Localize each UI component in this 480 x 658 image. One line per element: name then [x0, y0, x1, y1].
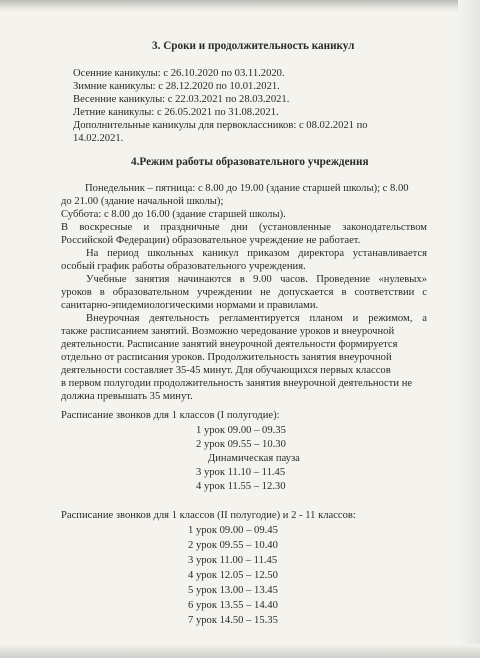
schedule-1-row: 1 урок 09.00 – 09.35 — [196, 425, 286, 436]
schedule-1-row: 2 урок 09.55 – 10.30 — [196, 439, 286, 450]
mode-lessons-cont: уроков в образовательном учреждении не допускается в соответствии с — [61, 287, 427, 298]
mode-saturday: Суббота: с 8.00 до 16.00 (здание старшей школы). — [61, 209, 286, 220]
scan-edge-right — [458, 0, 480, 658]
schedule-2-title: Расписание звонков для 1 классов (II полугодие) и 2 - 11 классов: — [61, 510, 356, 521]
schedule-2-row: 3 урок 11.00 – 11.45 — [188, 555, 278, 566]
scan-edge-bottom — [0, 644, 480, 658]
schedule-2-row: 6 урок 13.55 – 14.40 — [188, 600, 278, 611]
schedule-2-row: 5 урок 13.00 – 13.45 — [188, 585, 278, 596]
mode-extracurricular-3: деятельности. Расписание занятий внеурочной деятельности формируется — [61, 339, 398, 350]
schedule-1-title: Расписание звонков для 1 классов (I полугодие): — [61, 410, 280, 421]
vacation-summer: Летние каникулы: с 26.05.2021 по 31.08.2021. — [73, 107, 279, 118]
mode-holidays-cont: особый график работы образовательного учреждения. — [61, 261, 306, 272]
schedule-2-row: 1 урок 09.00 – 09.45 — [188, 525, 278, 536]
mode-holidays: На период школьных каникул приказом директора устанавливается — [86, 248, 427, 259]
mode-extracurricular-5: деятельности составляет 35-45 минут. Для обучающихся первых классов — [61, 365, 391, 376]
mode-extracurricular-2: также расписанием занятий. Возможно чередование уроков и внеурочной — [61, 326, 395, 337]
vacation-extra: Дополнительные каникулы для первоклассников: с 08.02.2021 по — [73, 120, 368, 131]
mode-extracurricular-7: должна превышать 35 минут. — [61, 391, 193, 402]
mode-extracurricular: Внеурочная деятельность регламентируется планом и режимом, а — [86, 313, 427, 324]
vacation-winter: Зимние каникулы: с 28.12.2020 по 10.01.2021. — [73, 81, 280, 92]
mode-sunday: В воскресные и праздничные дни (установленные законодательством — [61, 222, 427, 233]
schedule-2-row: 7 урок 14.50 – 15.35 — [188, 615, 278, 626]
vacation-spring: Весенние каникулы: с 22.03.2021 по 28.03.2021. — [73, 94, 290, 105]
schedule-2-row: 2 урок 09.55 – 10.40 — [188, 540, 278, 551]
mode-lessons-norms: санитарно-эпидемиологическими нормами и правилами. — [61, 300, 319, 311]
schedule-1-row: 4 урок 11.55 – 12.30 — [196, 481, 286, 492]
scan-edge-top — [0, 0, 480, 12]
schedule-1-row: 3 урок 11.10 – 11.45 — [196, 467, 286, 478]
schedule-1-pause: Динамическая пауза — [208, 453, 300, 464]
mode-extracurricular-4: отдельно от расписания уроков. Продолжительность занятия внеурочной — [61, 352, 392, 363]
vacation-autumn: Осенние каникулы: с 26.10.2020 по 03.11.2020. — [73, 68, 285, 79]
section-3-title: 3. Сроки и продолжительность каникул — [152, 40, 355, 52]
mode-extracurricular-6: в первом полугодии продолжительность занятия внеурочной деятельности не — [61, 378, 413, 389]
mode-weekdays-cont: до 21.00 (здание начальной школы); — [61, 196, 224, 207]
mode-weekdays: Понедельник – пятница: с 8.00 до 19.00 (здание старшей школы); с 8.00 — [85, 183, 409, 194]
schedule-2-row: 4 урок 12.05 – 12.50 — [188, 570, 278, 581]
mode-sunday-cont: Российской Федерации) образовательное учреждение не работает. — [61, 235, 361, 246]
mode-lessons-start: Учебные занятия начинаются в 9.00 часов. Проведение «нулевых» — [86, 274, 427, 285]
section-4-title: 4.Режим работы образовательного учреждения — [131, 156, 369, 168]
vacation-extra-cont: 14.02.2021. — [73, 133, 124, 144]
